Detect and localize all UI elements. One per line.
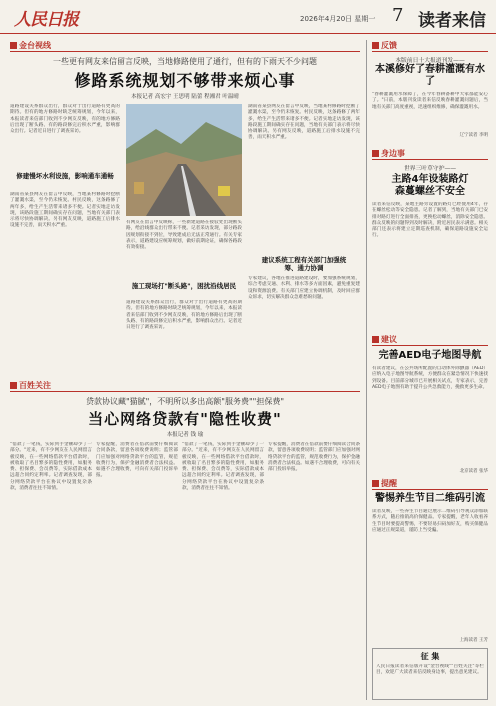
article-title: 主路4年设装路灯 森蔓螺丝不安全 bbox=[391, 174, 469, 197]
section-label-tixing: 提醒 bbox=[372, 478, 397, 489]
divider bbox=[372, 51, 488, 52]
notice-body: 人民日报读者来信版开设"金台视线""百姓关注"等栏目，欢迎广大读者来信反映身边事，提出意见建议。 bbox=[376, 664, 484, 676]
notice-title: 征 集 bbox=[420, 652, 440, 661]
article-body: 读者反映，一些养生节目通过展示二维码引导观众添加联系方式，随后推销高价保健品。专家提醒，老年人收看养生节目时要提高警惕，不要轻易扫码加好友，购买保健品应通过正规渠道，谨防上当受骗。 bbox=[372, 509, 488, 533]
section-label-feedback: 反馈 bbox=[372, 40, 397, 51]
divider bbox=[10, 391, 360, 392]
article-body: 湖南省某县网友在留言中反映，当地某村修路时挖断了灌溉水渠，至今仍未恢复。村民反映，这条路修了两年多，给生产生活带来诸多不便。记者实地走访发现，该路段施工期间确实存在问题，当地有关部门表示将尽快协调解决。另有网友反映，道路施工后排水设施不完善，雨天积水严重。 bbox=[248, 104, 360, 141]
divider bbox=[10, 51, 360, 52]
issue-date: 2026年4月20日 星期一 bbox=[300, 15, 376, 23]
article-body: 读者来信反映，某地主路旁设置的路灯已经使用4年，存在螺丝松动等安全隐患。记者了解到，当地有关部门已安排对路灯进行全面排查，更换松动螺丝，消除安全隐患。群众反映的问题得到及时解决，附近居民表示满意。相关部门还表示将建立定期巡查机制，确保道路设施安全运行。 bbox=[372, 202, 488, 239]
article-title: 完善AED电子地图导航 bbox=[378, 350, 482, 361]
article-body: 道路建设关系群众出行，群众对于出行道路有更高的期待。但有的地方修路时缺乏统筹规划，今年以来，本报读者来信部门收到不少网友反映，有的地方修路后出现了断头路、有的路段修完后积水严重，影响群众出行。记者近日进行了调查采访。 bbox=[10, 104, 120, 135]
square-icon bbox=[372, 480, 379, 487]
article-signature: 北京读者 张华 bbox=[459, 469, 488, 474]
square-icon bbox=[372, 42, 379, 49]
article-headline: 修路系统规划不够带来烦心事 bbox=[74, 71, 296, 90]
divider bbox=[372, 159, 488, 160]
article-subheading: 建议系统工程有关部门加强统筹、通力协调 bbox=[261, 256, 347, 272]
article-body: "借款了一笔钱，实际到手金额却少了一部分。"近来，有不少网友在人民网留言板反映，在一些网络借款平台借款时，被收取了名目繁多的隐性费用，如服务费、担保费、会员费等，实际借款成本远超合同约定利率。记者调查发现，部分网络贷款平台在协议中设置复杂条款，消费者往往不知情。 bbox=[10, 442, 92, 492]
article-byline: 本报记者 钱 瑜 bbox=[166, 432, 204, 438]
article-kicker: 一些更有网友来信留言反映，当地修路使用了通行，但有的下雨天不少问题 bbox=[53, 57, 317, 66]
square-icon bbox=[372, 150, 379, 157]
newspaper-logo: 人民日报 bbox=[14, 10, 78, 30]
article-body: 专家提醒，消费者在借款前要仔细阅读合同条款，留意各项收费说明；监管部门应加强对网络贷款平台的监管，规范收费行为，保护金融消费者合法权益。如遇不合理收费，可向有关部门投诉举报。 bbox=[96, 442, 178, 479]
road-construction-photo bbox=[126, 104, 242, 216]
article-body: 湖南省某县网友在留言中反映，当地某村修路时挖断了灌溉水渠，至今仍未恢复。村民反映，这条路修了两年多，给生产生活带来诸多不便。记者实地走访发现，该路段施工期间确实存在问题，当地有关部门表示将尽快协调解决。另有网友反映，道路施工后排水设施不完善，雨天积水严重。 bbox=[10, 192, 120, 229]
article-headline: 当心网络贷款有"隐性收费" bbox=[88, 410, 282, 428]
article-kicker: 世界三叶草守护—— bbox=[403, 166, 457, 172]
article-title: 警惕养生节目二维码引流 bbox=[375, 493, 485, 504]
divider bbox=[372, 345, 488, 346]
square-icon bbox=[372, 336, 379, 343]
article-body: 专家提醒，消费者在借款前要仔细阅读合同条款，留意各项收费说明；监管部门应加强对网络贷款平台的监管，规范收费行为，保护金融消费者合法权益。如遇不合理收费，可向有关部门投诉举报。 bbox=[268, 442, 360, 473]
column-divider bbox=[366, 40, 367, 700]
page-number: 7 bbox=[392, 5, 404, 26]
feedback-kicker: 本版前日十大报道刊发—— bbox=[395, 58, 465, 64]
article-body: 专家建议，各地在推进道路建设时，要加强系统规划，综合考虑交通、水利、排水等多方面因素，避免重复建设和资源浪费。有关部门应建立协调机制，及时回应群众诉求，切实解决群众急难愁盼问题。 bbox=[248, 276, 360, 300]
article-body: "借款了一笔钱，实际到手金额却少了一部分。"近来，有不少网友在人民网留言板反映，在一些网络借款平台借款时，被收取了名目繁多的隐性费用，如服务费、担保费、会员费等，实际借款成本远超合同约定利率。记者调查发现，部分网络贷款平台在协议中设置复杂条款，消费者往往不知情。 bbox=[182, 442, 264, 492]
feedback-body: "春耕灌溉用水保障了，在今年春耕备耕中大家都能安心了。"日前，本版刊发读者来信反映春耕灌溉问题后，当地有关部门高度重视，迅速组织维修，确保灌溉用水。 bbox=[372, 92, 488, 110]
square-icon bbox=[10, 42, 17, 49]
section-label-baixing: 百姓关注 bbox=[10, 380, 51, 391]
feedback-signature: 辽宁读者 李明 bbox=[459, 133, 488, 138]
article-body: 道路建设关系群众出行，群众对于出行道路有更高的期待。但有的地方修路时缺乏统筹规划，今年以来，本报读者来信部门收到不少网友反映，有的地方修路后出现了断头路、有的路段修完后积水严重，影响群众出行。记者近日进行了调查采访。 bbox=[126, 300, 242, 331]
section-label-jintai: 金台视线 bbox=[10, 40, 51, 51]
section-label-shenbian: 身边事 bbox=[372, 148, 405, 159]
feedback-title: 本溪修好了春耕灌溉有水了 bbox=[375, 64, 485, 87]
article-subheading: 修建慢坏水利设施，影响通车通畅 bbox=[16, 172, 114, 180]
section-label-jianyi: 建议 bbox=[372, 334, 397, 345]
square-icon bbox=[10, 382, 17, 389]
article-kicker: 贷款协议藏"猫腻"，不明所以多出高额"服务费""担保费" bbox=[85, 397, 285, 406]
article-signature: 上海读者 王芳 bbox=[459, 638, 488, 643]
article-body: 有读者建议，在公共场所配置的自动体外除颤器（AED）应纳入电子地图导航系统，方便群众在紧急情况下快速找到设备。目前部分城市已开展相关试点，专家表示，完善AED电子地图有助于提升公共急救能力，挽救更多生命。 bbox=[372, 366, 488, 390]
divider bbox=[372, 489, 488, 490]
photo-caption-heading: 施工现场打"断头路"，困扰沿线居民 bbox=[131, 282, 237, 290]
section-title: 读者来信 bbox=[418, 11, 486, 31]
article-byline: 本报记者 高宏宇 王思明 陆蕾 程湘君 叶温晴 bbox=[131, 94, 239, 100]
article-body: 有网友在留言中反映称，一些新建道路在接驳处出现断头路，给沿线群众出行带来不便。记者采访发现，部分路段因规划衔接不到位，导致建成后无法正常通行。有关专家表示，道路建设应统筹规划，做好前期论证，确保各路段有效衔接。 bbox=[126, 220, 242, 251]
